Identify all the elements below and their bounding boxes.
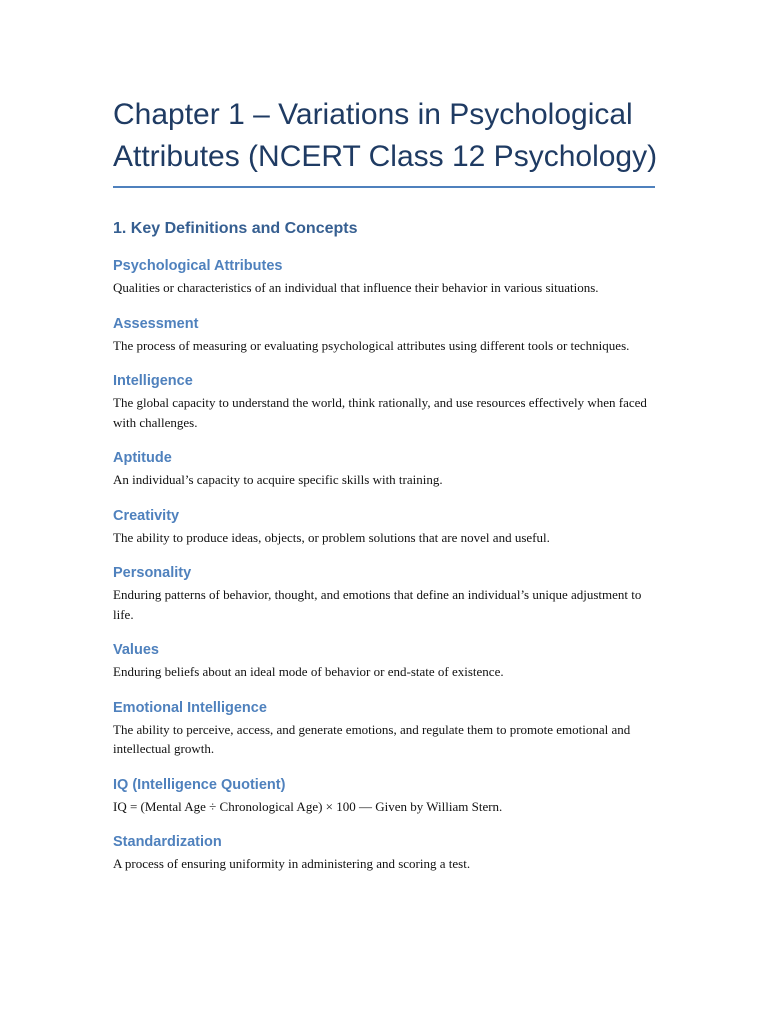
definition-text: Qualities or characteristics of an individual that influence their behavior in various situations. [113,280,599,295]
definition-iq [113,775,658,817]
definition-text: The global capacity to understand the world, think rationally, and use resources effectively when faced with challenges. [113,395,647,430]
title-underline [113,186,655,188]
definition-term: Personality [113,565,192,581]
definition-assessment [113,314,658,356]
definition-text: A process of ensuring uniformity in administering and scoring a test. [113,856,471,871]
definition-term: IQ (Intelligence Quotient) [113,776,286,793]
definition-intelligence [113,371,658,432]
page-title: Chapter 1 – Variations in Psychological Attributes (NCERT Class 12 Psychology) [113,98,658,173]
definition-psychological-attributes [113,256,658,298]
definition-term: Intelligence [113,373,193,389]
definition-text: An individual’s capacity to acquire specific skills with training. [113,472,443,487]
definition-creativity [113,506,658,548]
definition-aptitude [113,448,658,490]
definition-term: Values [113,642,159,658]
definition-text: The ability to produce ideas, objects, or problem solutions that are novel and useful. [113,529,550,545]
definition-term: Standardization [113,834,222,850]
definition-text: Enduring patterns of behavior, thought, and emotions that define an individual’s unique adjustment to life. [113,587,642,622]
definition-term: Emotional Intelligence [113,699,267,716]
definition-standardization [113,832,658,874]
definition-personality [113,563,658,624]
definition-text: The process of measuring or evaluating psychological attributes using different tools or techniques. [113,337,630,353]
definition-values [113,640,658,682]
definition-text: Enduring beliefs about an ideal mode of behavior or end-state of existence. [113,664,504,679]
definition-term: Creativity [113,507,180,524]
definition-text: IQ = (Mental Age ÷ Chronological Age) × 100 — Given by William Stern. [113,798,503,814]
definition-emotional-intelligence [113,698,658,759]
definition-term: Psychological Attributes [113,258,283,274]
section-heading: 1. Key Definitions and Concepts [113,220,358,237]
document-page [113,94,658,874]
definition-text: The ability to perceive, access, and generate emotions, and regulate them to promote emotional and intellectual growth. [113,721,631,756]
definition-term: Assessment [113,315,199,332]
definition-term: Aptitude [113,450,172,466]
